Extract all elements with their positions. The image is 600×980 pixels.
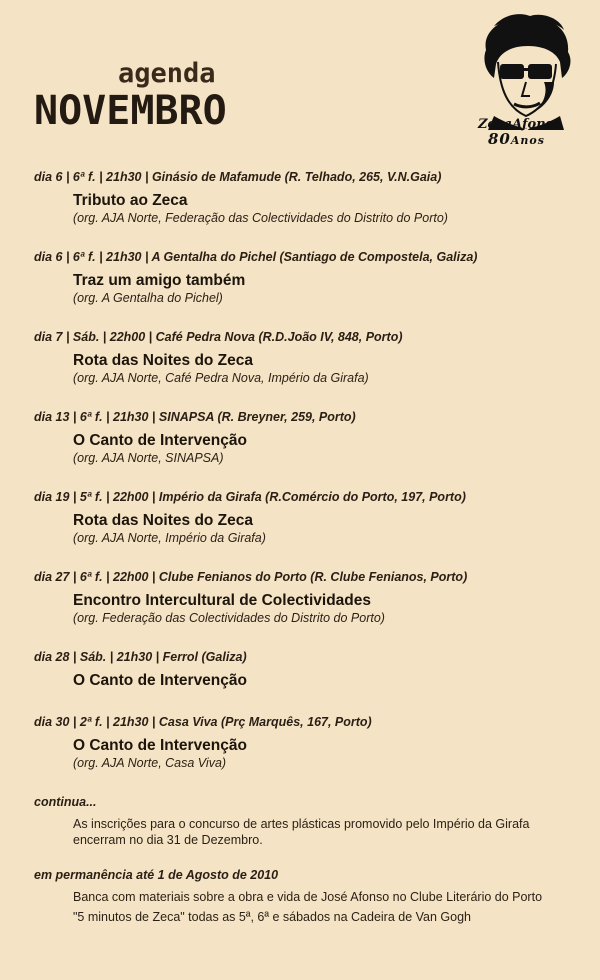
- event-title: Encontro Intercultural de Colectividades: [73, 592, 372, 609]
- event-meta: dia 6 | 6ª f. | 21h30 | Ginásio de Mafamude (R. Telhado, 265, V.N.Gaia): [34, 170, 442, 184]
- event-organizer: (org. AJA Norte, Federação das Colectividades do Distrito do Porto): [73, 211, 448, 225]
- event-title: Tributo ao Zeca: [73, 192, 188, 209]
- event-item: [34, 410, 574, 465]
- continua-section: [34, 795, 574, 848]
- event-meta: dia 28 | Sáb. | 21h30 | Ferrol (Galiza): [34, 650, 247, 664]
- event-meta: dia 7 | Sáb. | 22h00 | Café Pedra Nova (R.D.João IV, 848, Porto): [34, 330, 403, 344]
- logo-years-number: 80: [488, 130, 511, 148]
- event-title: Rota das Noites do Zeca: [73, 512, 254, 529]
- permanencia-text-2: "5 minutos de Zeca" todas as 5ª, 6ª e sábados na Cadeira de Van Gogh: [73, 910, 472, 924]
- event-organizer: (org. A Gentalha do Pichel): [73, 291, 223, 305]
- event-item: [34, 650, 574, 690]
- event-item: [34, 250, 574, 305]
- event-item: [34, 330, 574, 385]
- event-list: [34, 170, 574, 945]
- event-meta: dia 6 | 6ª f. | 21h30 | A Gentalha do Pichel (Santiago de Compostela, Galiza): [34, 250, 478, 264]
- header: [0, 0, 600, 160]
- month-title: NOVEMBRO: [34, 88, 227, 134]
- event-title: O Canto de Intervenção: [73, 737, 247, 754]
- permanencia-section: [34, 868, 574, 925]
- event-meta: dia 19 | 5ª f. | 22h00 | Império da Girafa (R.Comércio do Porto, 197, Porto): [34, 490, 466, 504]
- continua-text: As inscrições para o concurso de artes plásticas promovido pelo Império da Girafa encerram no dia 31 de Dezembro.: [73, 817, 530, 847]
- logo-years-word: Anos: [510, 134, 545, 147]
- permanencia-heading: em permanência até 1 de Agosto de 2010: [34, 868, 279, 882]
- logo-years: [488, 130, 545, 148]
- event-title: O Canto de Intervenção: [73, 432, 247, 449]
- event-item: [34, 570, 574, 625]
- event-item: [34, 490, 574, 545]
- agenda-label: agenda: [118, 58, 216, 89]
- event-title: O Canto de Intervenção: [73, 672, 247, 689]
- event-meta: dia 13 | 6ª f. | 21h30 | SINAPSA (R. Breyner, 259, Porto): [34, 410, 356, 424]
- event-organizer: (org. AJA Norte, SINAPSA): [73, 451, 224, 465]
- continua-heading: continua...: [34, 795, 97, 809]
- event-title: Traz um amigo também: [73, 272, 246, 289]
- event-organizer: (org. AJA Norte, Império da Girafa): [73, 531, 266, 545]
- event-meta: dia 30 | 2ª f. | 21h30 | Casa Viva (Prç Marquês, 167, Porto): [34, 715, 372, 729]
- event-item: [34, 715, 574, 770]
- event-item: [34, 170, 574, 225]
- logo-name: ZecaAfonso: [478, 117, 562, 132]
- permanencia-text-1: Banca com materiais sobre a obra e vida de José Afonso no Clube Literário do Porto: [73, 890, 543, 904]
- event-organizer: (org. AJA Norte, Casa Viva): [73, 756, 227, 770]
- event-organizer: (org. Federação das Colectividades do Distrito do Porto): [73, 611, 385, 625]
- event-organizer: (org. AJA Norte, Café Pedra Nova, Império da Girafa): [73, 371, 369, 385]
- event-title: Rota das Noites do Zeca: [73, 352, 254, 369]
- event-meta: dia 27 | 6ª f. | 22h00 | Clube Fenianos do Porto (R. Clube Fenianos, Porto): [34, 570, 468, 584]
